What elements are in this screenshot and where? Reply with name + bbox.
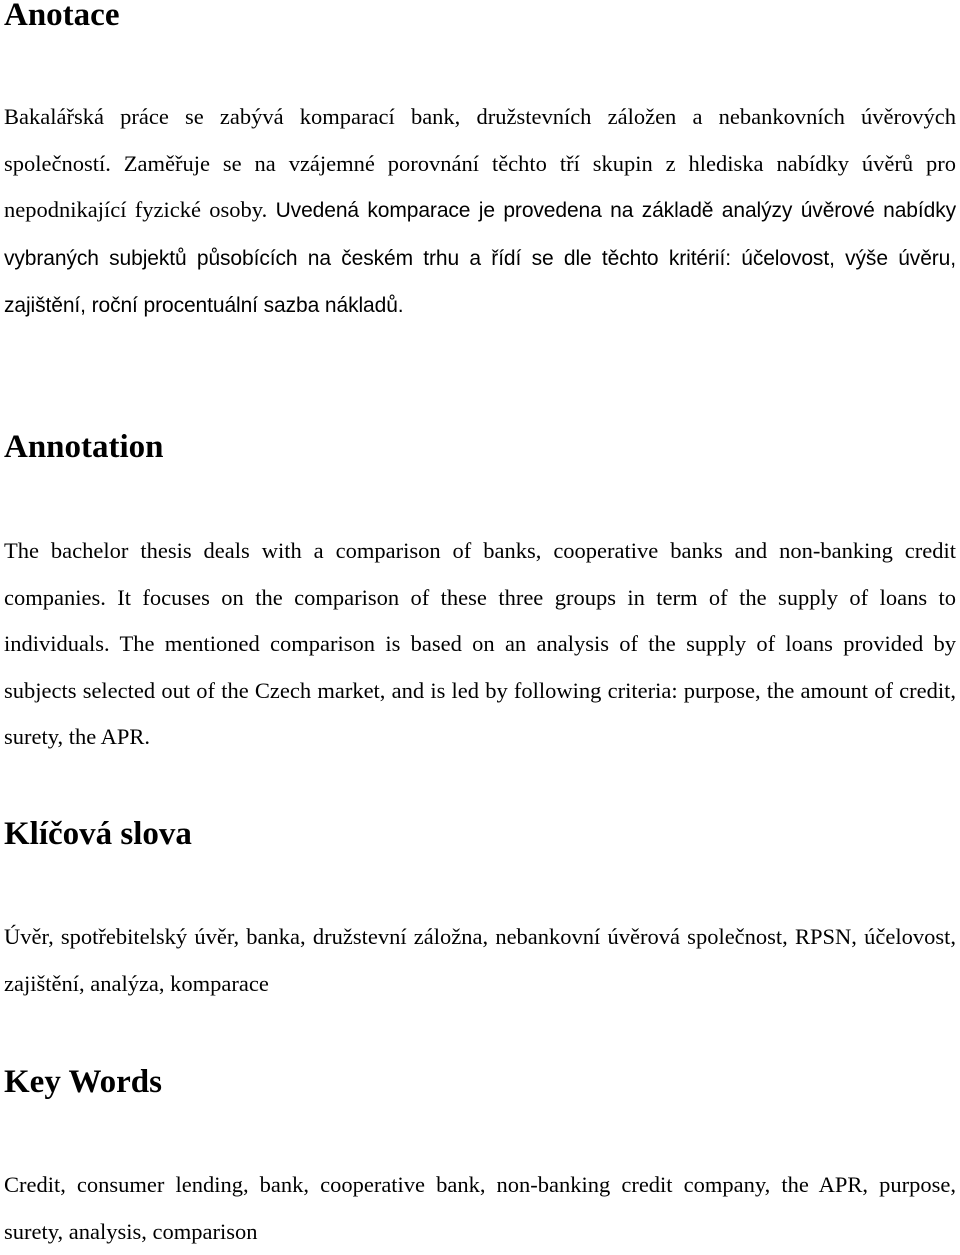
paragraph-klicova-slova: Úvěr, spotřebitelský úvěr, banka, družstevní záložna, nebankovní úvěrová společnost, RPSN, účelovost, zajištění, analýza, komparace [4, 924, 956, 996]
paragraph-key-words: Credit, consumer lending, bank, cooperative bank, non-banking credit company, the APR, purpose, surety, analysis, comparison [4, 1172, 956, 1244]
anotace-text-part-4: Uvedená komparace je provedena na základě analýzy úvěrové nabídky vybraných subjektů působících na českém trhu a řídí se dle těchto kritérií: účelovost, výše úvěru, zajištění, roční procentuální sazba nákladů. [4, 199, 956, 317]
anotace-text-part-2: úvěrových společností. Zaměřuje se na vzájemné porovnání těchto tří skupin z hlediska [4, 104, 957, 176]
heading-key-words: Key Words [4, 1064, 162, 1100]
heading-anotace: Anotace [4, 0, 120, 33]
heading-klicova-slova: Klíčová slova [4, 816, 192, 852]
anotace-text-part-1: Bakalářská práce se zabývá komparací bank, družstevních záložen a nebankovních [4, 104, 845, 129]
paragraph-annotation: The bachelor thesis deals with a comparison of banks, cooperative banks and non-banking credit companies. It focuses on the comparison of these three groups in term of the supply of loans to individuals. The mentioned comparison is based on an analysis of the supply of loans provided by subjects selected out of the Czech market, and is led by following criteria: purpose, the amount of credit, surety, the APR. [4, 538, 956, 749]
heading-annotation: Annotation [4, 429, 164, 465]
anotace-text-part-3: nabídky úvěrů pro nepodnikající fyzické osoby. [4, 150, 957, 222]
paragraph-anotace [4, 94, 956, 330]
